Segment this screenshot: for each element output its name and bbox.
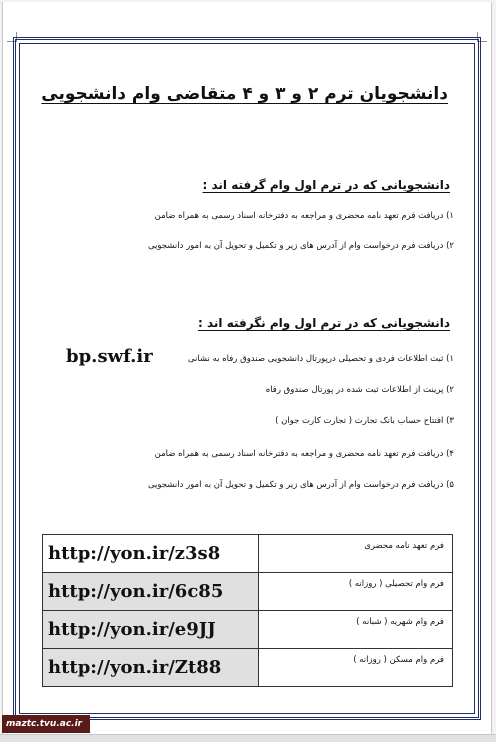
section2-item-2: ۲) پرینت از اطلاعات ثبت شده در پورتال صندوق رفاه xyxy=(265,385,454,395)
table-row xyxy=(43,611,453,649)
form-link-url[interactable]: http://yon.ir/e9JJ xyxy=(43,611,259,649)
page-title: دانشجویان ترم ۲ و ۳ و ۴ متقاضی وام دانشجویی xyxy=(41,84,448,104)
section1-item-2: ۲) دریافت فرم درخواست وام از آدرس های زیر و تکمیل و تحویل آن به امور دانشجویی xyxy=(147,241,454,251)
forms-links-table xyxy=(42,534,453,687)
form-link-url[interactable]: http://yon.ir/z3s8 xyxy=(43,535,259,573)
section2-heading: دانشجویانی که در ترم اول وام نگرفته اند : xyxy=(197,316,450,330)
section1-heading: دانشجویانی که در ترم اول وام گرفته اند : xyxy=(202,178,450,192)
form-link-label: فرم وام تحصیلی ( روزانه ) xyxy=(259,573,453,611)
form-link-label: فرم تعهد نامه محضری xyxy=(259,535,453,573)
viewer-bottom-bar xyxy=(0,734,496,742)
section2-item-5: ۵) دریافت فرم درخواست وام از آدرس های زیر و تکمیل و تحویل آن به امور دانشجویی xyxy=(147,480,454,490)
table-row xyxy=(43,649,453,687)
form-link-label: فرم وام شهریه ( شبانه ) xyxy=(259,611,453,649)
section2-item-1: ۱) ثبت اطلاعات فردی و تحصیلی درپورتال دانشجویی صندوق رفاه به نشانی xyxy=(187,354,454,364)
table-row xyxy=(43,535,453,573)
section1-item-1: ۱) دریافت فرم تعهد نامه محضری و مراجعه به دفترخانه اسناد رسمی به همراه ضامن xyxy=(154,211,454,221)
table-row xyxy=(43,573,453,611)
form-link-url[interactable]: http://yon.ir/Zt88 xyxy=(43,649,259,687)
form-link-url[interactable]: http://yon.ir/6c85 xyxy=(43,573,259,611)
form-link-label: فرم وام مسکن ( روزانه ) xyxy=(259,649,453,687)
portal-address-link[interactable]: bp.swf.ir xyxy=(66,346,153,367)
site-watermark: maztc.tvu.ac.ir xyxy=(2,715,90,733)
section2-item-4: ۴) دریافت فرم تعهد نامه محضری و مراجعه به دفترخانه اسناد رسمی به همراه ضامن xyxy=(154,449,454,459)
section2-item-3: ۳) افتتاح حساب بانک تجارت ( تجارت کارت جوان ) xyxy=(275,416,454,426)
